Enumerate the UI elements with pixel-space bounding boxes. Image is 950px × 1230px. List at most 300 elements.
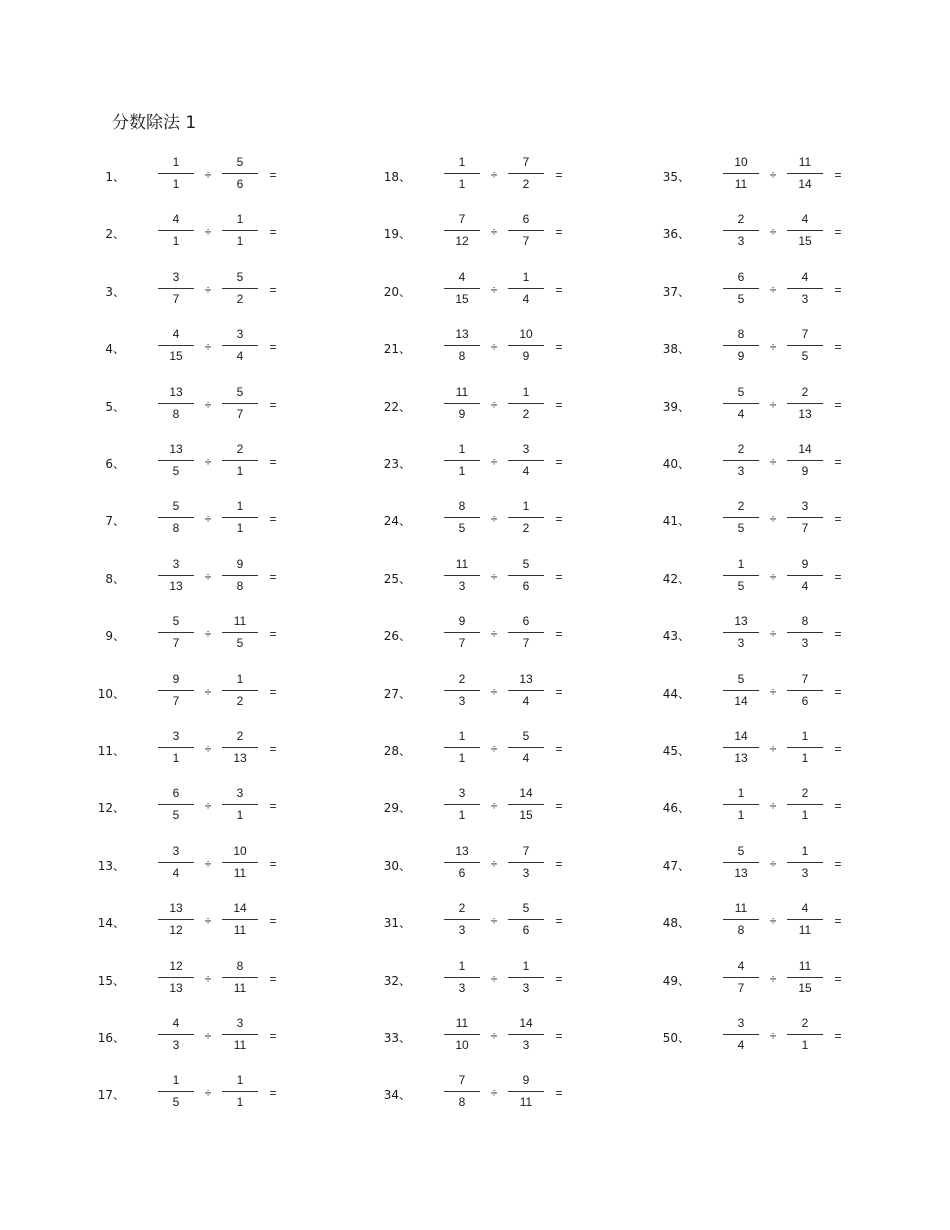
denominator: 7 (236, 406, 244, 421)
denominator: 1 (801, 751, 809, 765)
problem-item (97, 899, 358, 943)
dividend-fraction (723, 899, 759, 943)
numerator: 7 (458, 1073, 466, 1088)
dividend-fraction (158, 727, 194, 771)
denominator: 9 (522, 349, 530, 364)
numerator: 6 (522, 212, 530, 227)
divisor-fraction (508, 325, 544, 369)
fraction-bar (158, 460, 194, 461)
denominator: 10 (455, 1038, 469, 1052)
divide-sign: ÷ (490, 282, 498, 297)
fraction-bar (222, 288, 258, 289)
denominator: 3 (801, 291, 809, 306)
denominator: 7 (522, 234, 530, 249)
denominator: 11 (734, 177, 748, 191)
denominator: 1 (458, 464, 466, 478)
problem-item (662, 957, 923, 1001)
fraction-bar (444, 1091, 480, 1092)
numerator: 1 (737, 556, 745, 571)
equals-sign: = (269, 397, 277, 412)
divide-sign: ÷ (490, 742, 498, 756)
dividend-fraction (723, 957, 759, 1001)
denominator: 13 (798, 406, 812, 421)
fraction-bar (508, 517, 544, 518)
problem-number: 45、 (662, 744, 690, 758)
fraction-bar (158, 862, 194, 863)
denominator: 3 (458, 578, 466, 593)
equals-sign: = (555, 742, 563, 756)
problem-item (662, 497, 923, 541)
fraction-bar (787, 575, 823, 576)
denominator: 5 (458, 521, 466, 536)
problem-item (383, 670, 644, 714)
problem-item (662, 325, 923, 369)
denominator: 1 (458, 751, 466, 765)
fraction-bar (787, 517, 823, 518)
problem-number: 32、 (383, 973, 411, 988)
equals-sign: = (269, 225, 277, 240)
fraction-bar (723, 517, 759, 518)
dividend-fraction (158, 210, 194, 254)
divide-sign: ÷ (204, 455, 212, 469)
divisor-fraction (508, 842, 544, 886)
problem-item (105, 383, 358, 427)
divisor-fraction (508, 727, 544, 771)
denominator: 4 (522, 464, 530, 478)
problem-item (662, 727, 923, 771)
numerator: 4 (737, 958, 745, 973)
dividend-fraction (723, 383, 759, 427)
numerator: 6 (737, 269, 745, 284)
denominator: 4 (737, 1038, 745, 1052)
problem-number: 39、 (662, 399, 690, 414)
equals-sign: = (834, 225, 842, 240)
divide-sign: ÷ (204, 1029, 212, 1043)
denominator: 3 (458, 980, 466, 995)
numerator: 5 (172, 499, 180, 514)
problem-item (97, 727, 358, 771)
equals-sign: = (834, 340, 842, 355)
divide-sign: ÷ (769, 914, 777, 929)
fraction-bar (444, 690, 480, 691)
denominator: 9 (801, 464, 809, 478)
fraction-bar (723, 1034, 759, 1035)
equals-sign: = (555, 799, 563, 814)
denominator: 1 (236, 464, 244, 478)
divisor-fraction (508, 555, 544, 599)
numerator: 3 (236, 786, 244, 801)
denominator: 2 (236, 693, 244, 708)
equals-sign: = (269, 971, 277, 986)
fraction-bar (508, 345, 544, 346)
denominator: 5 (236, 636, 244, 651)
denominator: 4 (801, 578, 809, 593)
problem-number: 27、 (383, 686, 411, 701)
divisor-fraction (787, 784, 823, 828)
dividend-fraction (723, 497, 759, 541)
denominator: 3 (737, 464, 745, 478)
problem-number: 42、 (662, 571, 690, 586)
fraction-bar (444, 919, 480, 920)
numerator: 2 (236, 729, 244, 743)
dividend-fraction (723, 555, 759, 599)
fraction-bar (158, 1034, 194, 1035)
fraction-bar (787, 747, 823, 748)
numerator: 3 (458, 786, 466, 801)
divide-sign: ÷ (204, 742, 212, 756)
problem-item (383, 957, 644, 1001)
problem-number: 13、 (97, 858, 125, 873)
fraction-bar (444, 575, 480, 576)
divide-sign: ÷ (769, 684, 777, 699)
fraction-bar (222, 747, 258, 748)
fraction-bar (222, 1091, 258, 1092)
equals-sign: = (269, 168, 277, 182)
divide-sign: ÷ (204, 397, 212, 412)
equals-sign: = (269, 799, 277, 814)
problem-item (97, 670, 358, 714)
problem-item (97, 1014, 358, 1058)
equals-sign: = (269, 569, 277, 584)
problem-item (662, 899, 923, 943)
denominator: 1 (801, 1038, 809, 1052)
equals-sign: = (555, 168, 563, 182)
numerator: 1 (172, 155, 180, 169)
equals-sign: = (834, 397, 842, 412)
problem-number: 38、 (662, 342, 690, 357)
denominator: 8 (172, 406, 180, 421)
numerator: 11 (455, 384, 469, 399)
divide-sign: ÷ (490, 1029, 498, 1043)
equals-sign: = (269, 340, 277, 355)
divisor-fraction (508, 383, 544, 427)
numerator: 3 (522, 442, 530, 456)
denominator: 13 (169, 578, 183, 593)
numerator: 14 (734, 729, 748, 743)
numerator: 2 (801, 1016, 809, 1030)
fraction-bar (444, 173, 480, 174)
problem-number: 10、 (97, 686, 125, 701)
fraction-bar (723, 173, 759, 174)
divide-sign: ÷ (204, 684, 212, 699)
numerator: 11 (798, 958, 812, 973)
equals-sign: = (555, 856, 563, 871)
problem-item (97, 784, 358, 828)
denominator: 3 (458, 923, 466, 938)
fraction-bar (444, 230, 480, 231)
denominator: 5 (172, 1095, 180, 1110)
denominator: 5 (172, 808, 180, 823)
problem-number: 47、 (662, 858, 690, 873)
numerator: 4 (458, 269, 466, 284)
divisor-fraction (222, 899, 258, 943)
divide-sign: ÷ (490, 856, 498, 871)
equals-sign: = (555, 512, 563, 527)
dividend-fraction (444, 957, 480, 1001)
denominator: 11 (233, 923, 247, 938)
problem-number: 43、 (662, 629, 690, 644)
denominator: 7 (801, 521, 809, 536)
numerator: 9 (458, 614, 466, 629)
problem-item (383, 268, 644, 312)
numerator: 1 (236, 212, 244, 227)
fraction-bar (222, 977, 258, 978)
numerator: 1 (522, 269, 530, 284)
divisor-fraction (222, 784, 258, 828)
dividend-fraction (158, 153, 194, 197)
divide-sign: ÷ (490, 799, 498, 814)
denominator: 4 (236, 349, 244, 364)
fraction-bar (158, 747, 194, 748)
divide-sign: ÷ (769, 627, 777, 642)
divide-sign: ÷ (490, 455, 498, 469)
numerator: 4 (172, 212, 180, 227)
problem-number: 6、 (105, 457, 125, 471)
equals-sign: = (555, 1086, 563, 1101)
fraction-bar (222, 345, 258, 346)
divide-sign: ÷ (204, 512, 212, 527)
numerator: 13 (455, 327, 469, 342)
denominator: 4 (172, 865, 180, 880)
equals-sign: = (555, 1029, 563, 1043)
numerator: 14 (798, 442, 812, 456)
problem-number: 17、 (97, 1088, 125, 1103)
problem-number: 44、 (662, 686, 690, 701)
numerator: 3 (172, 269, 180, 284)
numerator: 5 (522, 556, 530, 571)
equals-sign: = (555, 569, 563, 584)
dividend-fraction (444, 210, 480, 254)
denominator: 1 (236, 1095, 244, 1110)
denominator: 12 (455, 234, 469, 249)
denominator: 2 (522, 521, 530, 536)
numerator: 13 (519, 671, 533, 686)
numerator: 13 (169, 384, 183, 399)
equals-sign: = (834, 168, 842, 182)
fraction-bar (222, 575, 258, 576)
equals-sign: = (269, 914, 277, 929)
fraction-bar (787, 173, 823, 174)
divisor-fraction (787, 555, 823, 599)
problem-number: 29、 (383, 801, 411, 816)
denominator: 8 (458, 349, 466, 364)
divide-sign: ÷ (769, 742, 777, 756)
denominator: 13 (734, 751, 748, 765)
numerator: 1 (801, 843, 809, 858)
fraction-bar (723, 345, 759, 346)
problem-number: 49、 (662, 973, 690, 988)
problem-item (97, 957, 358, 1001)
numerator: 1 (522, 384, 530, 399)
denominator: 7 (172, 636, 180, 651)
denominator: 7 (172, 693, 180, 708)
problem-number: 24、 (383, 514, 411, 529)
numerator: 9 (236, 556, 244, 571)
numerator: 12 (169, 958, 183, 973)
equals-sign: = (269, 1086, 277, 1101)
dividend-fraction (444, 727, 480, 771)
fraction-bar (222, 862, 258, 863)
denominator: 1 (458, 177, 466, 191)
divide-sign: ÷ (204, 914, 212, 929)
dividend-fraction (444, 153, 480, 197)
problem-number: 25、 (383, 571, 411, 586)
numerator: 2 (458, 671, 466, 686)
divisor-fraction (787, 612, 823, 656)
dividend-fraction (444, 325, 480, 369)
fraction-bar (158, 1091, 194, 1092)
equals-sign: = (555, 340, 563, 355)
denominator: 13 (734, 865, 748, 880)
numerator: 13 (169, 442, 183, 456)
divisor-fraction (787, 268, 823, 312)
divide-sign: ÷ (490, 340, 498, 355)
problem-number: 26、 (383, 629, 411, 644)
denominator: 7 (458, 636, 466, 651)
dividend-fraction (158, 612, 194, 656)
dividend-fraction (158, 440, 194, 484)
numerator: 1 (522, 958, 530, 973)
denominator: 15 (798, 980, 812, 995)
fraction-bar (444, 632, 480, 633)
denominator: 4 (522, 693, 530, 708)
equals-sign: = (269, 627, 277, 642)
numerator: 7 (522, 843, 530, 858)
divide-sign: ÷ (204, 1086, 212, 1101)
divide-sign: ÷ (204, 282, 212, 297)
problem-number: 22、 (383, 399, 411, 414)
denominator: 6 (522, 923, 530, 938)
dividend-fraction (444, 842, 480, 886)
problem-number: 21、 (383, 342, 411, 357)
equals-sign: = (834, 684, 842, 699)
fraction-bar (222, 1034, 258, 1035)
divisor-fraction (787, 497, 823, 541)
denominator: 11 (233, 1038, 247, 1052)
denominator: 3 (172, 1038, 180, 1052)
divide-sign: ÷ (490, 512, 498, 527)
problem-number: 28、 (383, 744, 411, 758)
fraction-bar (508, 632, 544, 633)
numerator: 1 (458, 442, 466, 456)
fraction-bar (158, 977, 194, 978)
numerator: 1 (801, 729, 809, 743)
numerator: 5 (737, 384, 745, 399)
numerator: 8 (458, 499, 466, 514)
divisor-fraction (787, 727, 823, 771)
denominator: 6 (236, 177, 244, 191)
denominator: 1 (458, 808, 466, 823)
divide-sign: ÷ (490, 684, 498, 699)
divide-sign: ÷ (204, 340, 212, 355)
denominator: 4 (737, 406, 745, 421)
numerator: 13 (455, 843, 469, 858)
numerator: 1 (522, 499, 530, 514)
divisor-fraction (787, 210, 823, 254)
divisor-fraction (222, 555, 258, 599)
problem-number: 14、 (97, 916, 125, 931)
problem-item (105, 440, 358, 484)
fraction-bar (444, 804, 480, 805)
numerator: 8 (737, 327, 745, 342)
denominator: 13 (233, 751, 247, 765)
fraction-bar (723, 804, 759, 805)
denominator: 3 (458, 693, 466, 708)
dividend-fraction (723, 440, 759, 484)
numerator: 1 (236, 671, 244, 686)
denominator: 4 (522, 291, 530, 306)
fraction-bar (158, 690, 194, 691)
denominator: 7 (172, 291, 180, 306)
divisor-fraction (508, 957, 544, 1001)
dividend-fraction (723, 612, 759, 656)
numerator: 2 (801, 384, 809, 399)
problem-item (662, 268, 923, 312)
equals-sign: = (269, 742, 277, 756)
numerator: 8 (236, 958, 244, 973)
divisor-fraction (508, 1014, 544, 1058)
divisor-fraction (787, 899, 823, 943)
divisor-fraction (222, 210, 258, 254)
fraction-bar (508, 919, 544, 920)
problem-item (662, 153, 923, 197)
dividend-fraction (158, 784, 194, 828)
divisor-fraction (508, 1071, 544, 1115)
denominator: 1 (172, 177, 180, 191)
problem-item (662, 1014, 923, 1058)
fraction-bar (444, 977, 480, 978)
denominator: 14 (734, 693, 748, 708)
fraction-bar (723, 632, 759, 633)
numerator: 9 (522, 1073, 530, 1088)
fraction-bar (723, 977, 759, 978)
numerator: 6 (172, 786, 180, 801)
equals-sign: = (555, 684, 563, 699)
denominator: 4 (522, 751, 530, 765)
fraction-bar (508, 288, 544, 289)
divide-sign: ÷ (204, 971, 212, 986)
divisor-fraction (787, 153, 823, 197)
problem-item (383, 612, 644, 656)
dividend-fraction (158, 670, 194, 714)
fraction-bar (222, 230, 258, 231)
problem-item (105, 612, 358, 656)
denominator: 2 (522, 406, 530, 421)
fraction-bar (158, 919, 194, 920)
dividend-fraction (158, 957, 194, 1001)
dividend-fraction (444, 784, 480, 828)
numerator: 14 (233, 901, 247, 916)
problem-item (662, 555, 923, 599)
problem-item (662, 670, 923, 714)
fraction-bar (787, 919, 823, 920)
divisor-fraction (222, 670, 258, 714)
problem-item (662, 784, 923, 828)
divide-sign: ÷ (490, 627, 498, 642)
divisor-fraction (222, 497, 258, 541)
denominator: 5 (737, 521, 745, 536)
numerator: 7 (458, 212, 466, 227)
equals-sign: = (269, 455, 277, 469)
dividend-fraction (723, 842, 759, 886)
problem-item (105, 555, 358, 599)
problem-item (383, 210, 644, 254)
fraction-bar (444, 345, 480, 346)
problem-item (97, 842, 358, 886)
problem-number: 40、 (662, 457, 690, 471)
denominator: 8 (458, 1095, 466, 1110)
divide-sign: ÷ (769, 512, 777, 527)
